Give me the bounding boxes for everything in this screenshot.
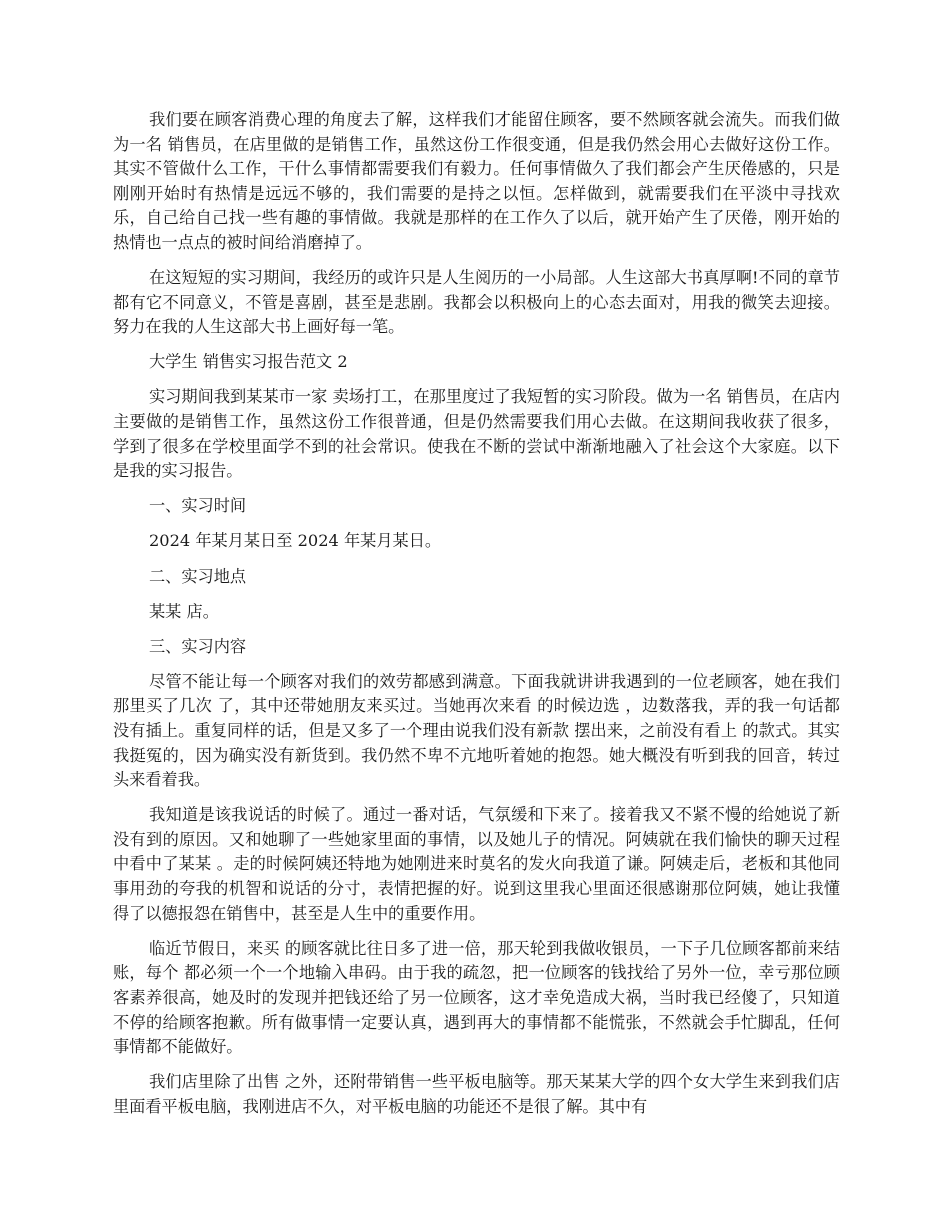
internship-date-range: 2024 年某月某日至 2024 年某月某日。 xyxy=(149,531,442,551)
paragraph-tablet-sales: 我们店里除了出售 之外，还附带销售一些平板电脑等。那天某某大学的四个女大学生来到我们店里面看平板电脑，我刚进店不久，对平板电脑的功能还不是很了解。其中有 xyxy=(113,1072,840,1116)
heading-internship-location: 二、实习地点 xyxy=(149,566,247,586)
heading-internship-time: 一、实习时间 xyxy=(149,496,247,516)
paragraph-old-customer: 尽管不能让每一个顾客对我们的效劳都感到满意。下面我就讲讲我遇到的一位老顾客，她在我们那里买了几次 了，其中还带她朋友来买过。当她再次来看 的时候边选 ，边数落我，弄的我一句话都没有插上。重复同样的话，但是又多了一个理由说我们没有新款 摆出来，之前没有看上 的款式。其实我挺冤的，因为确实没有新货到。我仍然不卑不亢地听着她的抱怨。她大概没有听到我的回音，转过头来看着我。 xyxy=(113,671,840,790)
internship-location: 某某 店。 xyxy=(149,601,219,621)
document-page xyxy=(113,108,840,1130)
heading-internship-content: 三、实习内容 xyxy=(149,636,247,656)
paragraph-cashier-mistake: 临近节假日，来买 的顾客就比往日多了进一倍，那天轮到我做收银员，一下子几位顾客都前来结账，每个 都必须一个一个地输入串码。由于我的疏忽，把一位顾客的钱找给了另外一位，幸亏那位顾客素养很高，她及时的发现并把钱还给了另一位顾客，这才幸免造成大祸，当时我已经傻了，只知道不停的给顾客抱歉。所有做事情一定要认真，遇到再大的事情都不能慌张，不然就会手忙脚乱，任何事情都不能做好。 xyxy=(113,938,840,1057)
paragraph-customer-psychology: 我们要在顾客消费心理的角度去了解，这样我们才能留住顾客，要不然顾客就会流失。而我们做为一名 销售员，在店里做的是销售工作，虽然这份工作很变通，但是我仍然会用心去做好这份工作。其实不管做什么工作，干什么事情都需要我们有毅力。任何事情做久了我们都会产生厌倦感的，只是刚刚开始时有热情是远远不够的，我们需要的是持之以恒。怎样做到，就需要我们在平淡中寻找欢乐，自己给自己找一些有趣的事情做。我就是那样的在工作久了以后，就开始产生了厌倦，刚开始的热情也一点点的被时间给消磨掉了。 xyxy=(113,110,840,252)
paragraph-conversation: 我知道是该我说话的时候了。通过一番对话，气氛缓和下来了。接着我又不紧不慢的给她说了新 没有到的原因。又和她聊了一些她家里面的事情，以及她儿子的情况。阿姨就在我们愉快的聊天过程中看中了某某 。走的时候阿姨还特地为她刚进来时莫名的发火向我道了谦。阿姨走后，老板和其他同事用劲的夸我的机智和说话的分寸，表情把握的好。说到这里我心里面还很感谢那位阿姨，她让我懂得了以德报怨在销售中，甚至是人生中的重要作用。 xyxy=(113,805,840,923)
section-title-report-2: 大学生 销售实习报告范文 2 xyxy=(149,352,348,372)
paragraph-report-intro: 实习期间我到某某市一家 卖场打工，在那里度过了我短暂的实习阶段。做为一名 销售员，在店内主要做的是销售工作，虽然这份工作很普通，但是仍然需要我们用心去做。在这期间我收获了很多，学到了很多在学校里面学不到的社会常识。使我在不断的尝试中渐渐地融入了社会这个大家庭。以下是我的实习报告。 xyxy=(113,387,840,481)
paragraph-internship-reflection: 在这短短的实习期间，我经历的或许只是人生阅历的一小局部。人生这部大书真厚啊!不同的章节都有它不同意义，不管是喜剧，甚至是悲剧。我都会以积极向上的心态去面对，用我的微笑去迎接。努力在我的人生这部大书上画好每一笔。 xyxy=(113,268,840,337)
